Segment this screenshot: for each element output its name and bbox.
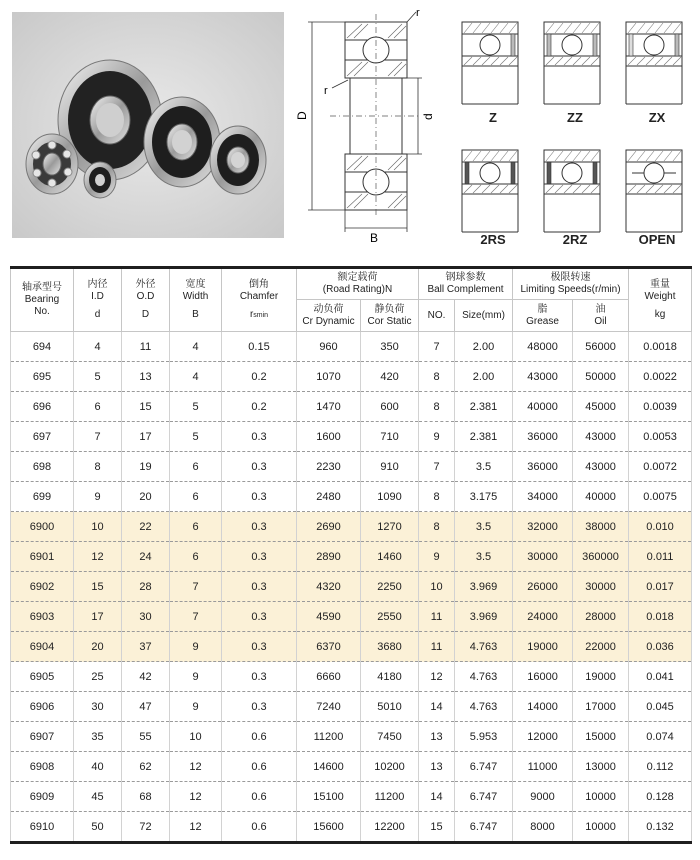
cell-inner-diameter: 7 xyxy=(74,422,122,452)
cell-ball-size: 2.00 xyxy=(455,332,513,362)
cell-inner-diameter: 12 xyxy=(74,542,122,572)
cell-inner-diameter: 50 xyxy=(74,812,122,843)
cell-inner-diameter: 40 xyxy=(74,752,122,782)
cell-ball-size: 3.5 xyxy=(455,542,513,572)
cell-chamfer: 0.3 xyxy=(222,422,297,452)
cell-ball-count: 9 xyxy=(419,542,455,572)
cell-static-load: 7450 xyxy=(361,722,419,752)
table-row xyxy=(11,332,692,362)
cell-inner-diameter: 9 xyxy=(74,482,122,512)
label-inner-diameter: d xyxy=(421,113,435,120)
cell-grease-speed: 12000 xyxy=(513,722,573,752)
label-r-side: r xyxy=(324,85,328,97)
cell-dynamic-load: 4590 xyxy=(297,602,361,632)
cell-static-load: 3680 xyxy=(361,632,419,662)
cell-chamfer: 0.3 xyxy=(222,572,297,602)
cell-width: 4 xyxy=(170,332,222,362)
cell-outer-diameter: 28 xyxy=(122,572,170,602)
cell-dynamic-load: 14600 xyxy=(297,752,361,782)
cell-width: 9 xyxy=(170,632,222,662)
cell-dynamic-load: 960 xyxy=(297,332,361,362)
cell-chamfer: 0.6 xyxy=(222,812,297,843)
header-limiting-speeds: 极限转速 Limiting Speeds(r/min) xyxy=(513,268,629,300)
cell-ball-count: 8 xyxy=(419,392,455,422)
header-oil-speed: 油 Oil xyxy=(573,300,629,332)
cell-bearing-model: 698 xyxy=(11,452,74,482)
cell-weight: 0.011 xyxy=(629,542,692,572)
cell-outer-diameter: 15 xyxy=(122,392,170,422)
cell-chamfer: 0.6 xyxy=(222,782,297,812)
cell-chamfer: 0.3 xyxy=(222,662,297,692)
cell-outer-diameter: 55 xyxy=(122,722,170,752)
cell-chamfer: 0.3 xyxy=(222,482,297,512)
cell-inner-diameter: 20 xyxy=(74,632,122,662)
cell-grease-speed: 34000 xyxy=(513,482,573,512)
cell-weight: 0.010 xyxy=(629,512,692,542)
cell-chamfer: 0.2 xyxy=(222,392,297,422)
cell-inner-diameter: 6 xyxy=(74,392,122,422)
header-inner-diameter: 内径 I.D d xyxy=(74,268,122,332)
table-row xyxy=(11,752,692,782)
cell-static-load: 12200 xyxy=(361,812,419,843)
cell-grease-speed: 9000 xyxy=(513,782,573,812)
seal-label-z: Z xyxy=(489,110,497,125)
cell-width: 5 xyxy=(170,422,222,452)
cell-static-load: 5010 xyxy=(361,692,419,722)
cell-grease-speed: 14000 xyxy=(513,692,573,722)
cell-weight: 0.112 xyxy=(629,752,692,782)
cell-outer-diameter: 22 xyxy=(122,512,170,542)
cell-width: 7 xyxy=(170,572,222,602)
cell-ball-count: 14 xyxy=(419,782,455,812)
cell-ball-size: 3.5 xyxy=(455,452,513,482)
cell-bearing-model: 6908 xyxy=(11,752,74,782)
cell-outer-diameter: 20 xyxy=(122,482,170,512)
cell-width: 12 xyxy=(170,812,222,843)
cell-oil-speed: 15000 xyxy=(573,722,629,752)
seal-figure-2rz xyxy=(540,148,610,236)
cell-inner-diameter: 10 xyxy=(74,512,122,542)
cell-ball-count: 14 xyxy=(419,692,455,722)
cell-chamfer: 0.3 xyxy=(222,602,297,632)
cell-dynamic-load: 1470 xyxy=(297,392,361,422)
cell-static-load: 11200 xyxy=(361,782,419,812)
header-ball-no: NO. xyxy=(419,300,455,332)
cell-bearing-model: 695 xyxy=(11,362,74,392)
table-row xyxy=(11,422,692,452)
cell-inner-diameter: 5 xyxy=(74,362,122,392)
cell-ball-count: 7 xyxy=(419,452,455,482)
cell-grease-speed: 32000 xyxy=(513,512,573,542)
cell-bearing-model: 696 xyxy=(11,392,74,422)
cell-oil-speed: 17000 xyxy=(573,692,629,722)
cell-ball-size: 4.763 xyxy=(455,692,513,722)
cell-static-load: 2250 xyxy=(361,572,419,602)
cell-grease-speed: 26000 xyxy=(513,572,573,602)
cell-width: 6 xyxy=(170,542,222,572)
cell-weight: 0.018 xyxy=(629,602,692,632)
cell-ball-size: 5.953 xyxy=(455,722,513,752)
cell-ball-size: 3.5 xyxy=(455,512,513,542)
cell-bearing-model: 6901 xyxy=(11,542,74,572)
cell-width: 10 xyxy=(170,722,222,752)
cell-outer-diameter: 37 xyxy=(122,632,170,662)
bearings-product-photo xyxy=(12,12,284,238)
seal-label-open: OPEN xyxy=(638,232,676,247)
cell-ball-count: 13 xyxy=(419,752,455,782)
cell-grease-speed: 30000 xyxy=(513,542,573,572)
cell-weight: 0.0018 xyxy=(629,332,692,362)
label-outer-diameter: D xyxy=(295,111,309,120)
cell-static-load: 710 xyxy=(361,422,419,452)
cell-outer-diameter: 11 xyxy=(122,332,170,362)
cell-dynamic-load: 2230 xyxy=(297,452,361,482)
seal-figure-open xyxy=(622,148,692,236)
cell-bearing-model: 697 xyxy=(11,422,74,452)
cell-oil-speed: 40000 xyxy=(573,482,629,512)
cell-inner-diameter: 15 xyxy=(74,572,122,602)
cell-dynamic-load: 1600 xyxy=(297,422,361,452)
cell-weight: 0.074 xyxy=(629,722,692,752)
header-ball-size: Size(mm) xyxy=(455,300,513,332)
cell-static-load: 910 xyxy=(361,452,419,482)
header-weight: 重量 Weight kg xyxy=(629,268,692,332)
cell-dynamic-load: 4320 xyxy=(297,572,361,602)
cell-weight: 0.045 xyxy=(629,692,692,722)
label-width: B xyxy=(370,231,379,244)
cell-inner-diameter: 4 xyxy=(74,332,122,362)
table-row xyxy=(11,572,692,602)
header-width: 宽度 Width B xyxy=(170,268,222,332)
cell-width: 12 xyxy=(170,782,222,812)
cell-chamfer: 0.3 xyxy=(222,692,297,722)
table-row xyxy=(11,482,692,512)
cell-weight: 0.0053 xyxy=(629,422,692,452)
cell-width: 4 xyxy=(170,362,222,392)
table-row xyxy=(11,782,692,812)
cell-dynamic-load: 15600 xyxy=(297,812,361,843)
label-r-top: r xyxy=(416,7,420,19)
table-row xyxy=(11,812,692,843)
cell-bearing-model: 6906 xyxy=(11,692,74,722)
cell-outer-diameter: 24 xyxy=(122,542,170,572)
cell-static-load: 10200 xyxy=(361,752,419,782)
seal-label-zx: ZX xyxy=(648,110,666,125)
bearing-cross-section-diagram xyxy=(290,4,440,244)
table-row xyxy=(11,512,692,542)
cell-ball-count: 10 xyxy=(419,572,455,602)
cell-grease-speed: 36000 xyxy=(513,422,573,452)
cell-width: 7 xyxy=(170,602,222,632)
cell-oil-speed: 19000 xyxy=(573,662,629,692)
table-row xyxy=(11,662,692,692)
table-row xyxy=(11,632,692,662)
cell-chamfer: 0.3 xyxy=(222,512,297,542)
table-row xyxy=(11,392,692,422)
cell-bearing-model: 694 xyxy=(11,332,74,362)
cell-grease-speed: 40000 xyxy=(513,392,573,422)
cell-outer-diameter: 72 xyxy=(122,812,170,843)
table-row xyxy=(11,722,692,752)
cell-inner-diameter: 25 xyxy=(74,662,122,692)
cell-weight: 0.041 xyxy=(629,662,692,692)
cell-weight: 0.0039 xyxy=(629,392,692,422)
cell-outer-diameter: 13 xyxy=(122,362,170,392)
cell-outer-diameter: 68 xyxy=(122,782,170,812)
cell-width: 9 xyxy=(170,692,222,722)
cell-ball-size: 2.381 xyxy=(455,422,513,452)
cell-ball-size: 2.00 xyxy=(455,362,513,392)
cell-ball-size: 3.969 xyxy=(455,572,513,602)
cell-ball-size: 6.747 xyxy=(455,812,513,843)
seal-figure-zx xyxy=(622,20,692,108)
seal-label-2rz: 2RZ xyxy=(562,232,588,247)
cell-oil-speed: 13000 xyxy=(573,752,629,782)
cell-bearing-model: 6907 xyxy=(11,722,74,752)
cell-ball-count: 8 xyxy=(419,362,455,392)
table-row xyxy=(11,692,692,722)
cell-oil-speed: 30000 xyxy=(573,572,629,602)
cell-outer-diameter: 42 xyxy=(122,662,170,692)
cell-static-load: 1270 xyxy=(361,512,419,542)
cell-static-load: 350 xyxy=(361,332,419,362)
cell-ball-size: 6.747 xyxy=(455,782,513,812)
cell-ball-size: 4.763 xyxy=(455,632,513,662)
cell-dynamic-load: 2480 xyxy=(297,482,361,512)
cell-grease-speed: 43000 xyxy=(513,362,573,392)
cell-width: 12 xyxy=(170,752,222,782)
cell-grease-speed: 11000 xyxy=(513,752,573,782)
cell-oil-speed: 56000 xyxy=(573,332,629,362)
seal-figure-z xyxy=(458,20,528,108)
header-load-rating: 额定载荷 (Road Rating)N xyxy=(297,268,419,300)
cell-width: 6 xyxy=(170,452,222,482)
cell-inner-diameter: 45 xyxy=(74,782,122,812)
cell-static-load: 2550 xyxy=(361,602,419,632)
cell-bearing-model: 6900 xyxy=(11,512,74,542)
cell-oil-speed: 45000 xyxy=(573,392,629,422)
cell-ball-count: 15 xyxy=(419,812,455,843)
table-row xyxy=(11,602,692,632)
cell-oil-speed: 22000 xyxy=(573,632,629,662)
cell-inner-diameter: 8 xyxy=(74,452,122,482)
cell-outer-diameter: 47 xyxy=(122,692,170,722)
seal-label-zz: ZZ xyxy=(567,110,583,125)
cell-width: 5 xyxy=(170,392,222,422)
cell-chamfer: 0.6 xyxy=(222,752,297,782)
cell-static-load: 420 xyxy=(361,362,419,392)
cell-oil-speed: 28000 xyxy=(573,602,629,632)
cell-ball-size: 6.747 xyxy=(455,752,513,782)
cell-oil-speed: 360000 xyxy=(573,542,629,572)
header-ball-complement: 钢球参数 Ball Complement xyxy=(419,268,513,300)
cell-ball-size: 2.381 xyxy=(455,392,513,422)
cell-dynamic-load: 2890 xyxy=(297,542,361,572)
cell-chamfer: 0.6 xyxy=(222,722,297,752)
cell-oil-speed: 38000 xyxy=(573,512,629,542)
cell-bearing-model: 6905 xyxy=(11,662,74,692)
cell-bearing-model: 6903 xyxy=(11,602,74,632)
cell-chamfer: 0.3 xyxy=(222,452,297,482)
cell-weight: 0.132 xyxy=(629,812,692,843)
header-dynamic-load: 动负荷 Cr Dynamic xyxy=(297,300,361,332)
cell-static-load: 4180 xyxy=(361,662,419,692)
cell-ball-count: 8 xyxy=(419,512,455,542)
cell-width: 6 xyxy=(170,512,222,542)
table-row xyxy=(11,452,692,482)
cell-chamfer: 0.3 xyxy=(222,542,297,572)
cell-inner-diameter: 30 xyxy=(74,692,122,722)
cell-ball-size: 3.175 xyxy=(455,482,513,512)
header-static-load: 静负荷 Cor Static xyxy=(361,300,419,332)
cell-oil-speed: 10000 xyxy=(573,782,629,812)
cell-static-load: 1460 xyxy=(361,542,419,572)
cell-grease-speed: 19000 xyxy=(513,632,573,662)
cell-ball-size: 4.763 xyxy=(455,662,513,692)
cell-chamfer: 0.2 xyxy=(222,362,297,392)
cell-oil-speed: 43000 xyxy=(573,422,629,452)
header-model: 轴承型号 Bearing No. xyxy=(11,268,74,332)
table-row xyxy=(11,542,692,572)
header-outer-diameter: 外径 O.D D xyxy=(122,268,170,332)
table-row xyxy=(11,362,692,392)
cell-ball-size: 3.969 xyxy=(455,602,513,632)
cell-static-load: 600 xyxy=(361,392,419,422)
cell-grease-speed: 48000 xyxy=(513,332,573,362)
cell-outer-diameter: 62 xyxy=(122,752,170,782)
cell-weight: 0.017 xyxy=(629,572,692,602)
bearing-spec-table xyxy=(10,266,692,844)
cell-dynamic-load: 6370 xyxy=(297,632,361,662)
cell-chamfer: 0.15 xyxy=(222,332,297,362)
cell-bearing-model: 6904 xyxy=(11,632,74,662)
cell-inner-diameter: 35 xyxy=(74,722,122,752)
cell-grease-speed: 8000 xyxy=(513,812,573,843)
cell-inner-diameter: 17 xyxy=(74,602,122,632)
cell-bearing-model: 6909 xyxy=(11,782,74,812)
cell-weight: 0.0072 xyxy=(629,452,692,482)
cell-weight: 0.0075 xyxy=(629,482,692,512)
cell-outer-diameter: 30 xyxy=(122,602,170,632)
cell-weight: 0.128 xyxy=(629,782,692,812)
cell-ball-count: 11 xyxy=(419,602,455,632)
cell-ball-count: 9 xyxy=(419,422,455,452)
cell-grease-speed: 36000 xyxy=(513,452,573,482)
cell-outer-diameter: 19 xyxy=(122,452,170,482)
cell-dynamic-load: 2690 xyxy=(297,512,361,542)
cell-ball-count: 7 xyxy=(419,332,455,362)
seal-figure-2rs xyxy=(458,148,528,236)
cell-dynamic-load: 6660 xyxy=(297,662,361,692)
spec-table-body xyxy=(11,332,692,843)
cell-bearing-model: 6910 xyxy=(11,812,74,843)
cell-static-load: 1090 xyxy=(361,482,419,512)
cell-ball-count: 8 xyxy=(419,482,455,512)
cell-dynamic-load: 7240 xyxy=(297,692,361,722)
cell-chamfer: 0.3 xyxy=(222,632,297,662)
cell-ball-count: 12 xyxy=(419,662,455,692)
cell-oil-speed: 43000 xyxy=(573,452,629,482)
cell-grease-speed: 16000 xyxy=(513,662,573,692)
cell-weight: 0.0022 xyxy=(629,362,692,392)
cell-ball-count: 13 xyxy=(419,722,455,752)
cell-bearing-model: 6902 xyxy=(11,572,74,602)
seal-label-2rs: 2RS xyxy=(480,232,506,247)
cell-ball-count: 11 xyxy=(419,632,455,662)
cell-bearing-model: 699 xyxy=(11,482,74,512)
cell-width: 9 xyxy=(170,662,222,692)
header-chamfer: 倒角 Chamfer rsmin xyxy=(222,268,297,332)
cell-dynamic-load: 1070 xyxy=(297,362,361,392)
cell-width: 6 xyxy=(170,482,222,512)
cell-grease-speed: 24000 xyxy=(513,602,573,632)
cell-outer-diameter: 17 xyxy=(122,422,170,452)
cell-dynamic-load: 15100 xyxy=(297,782,361,812)
cell-oil-speed: 50000 xyxy=(573,362,629,392)
cell-dynamic-load: 11200 xyxy=(297,722,361,752)
header-grease-speed: 脂 Grease xyxy=(513,300,573,332)
cell-weight: 0.036 xyxy=(629,632,692,662)
seal-figure-zz xyxy=(540,20,610,108)
cell-oil-speed: 10000 xyxy=(573,812,629,843)
